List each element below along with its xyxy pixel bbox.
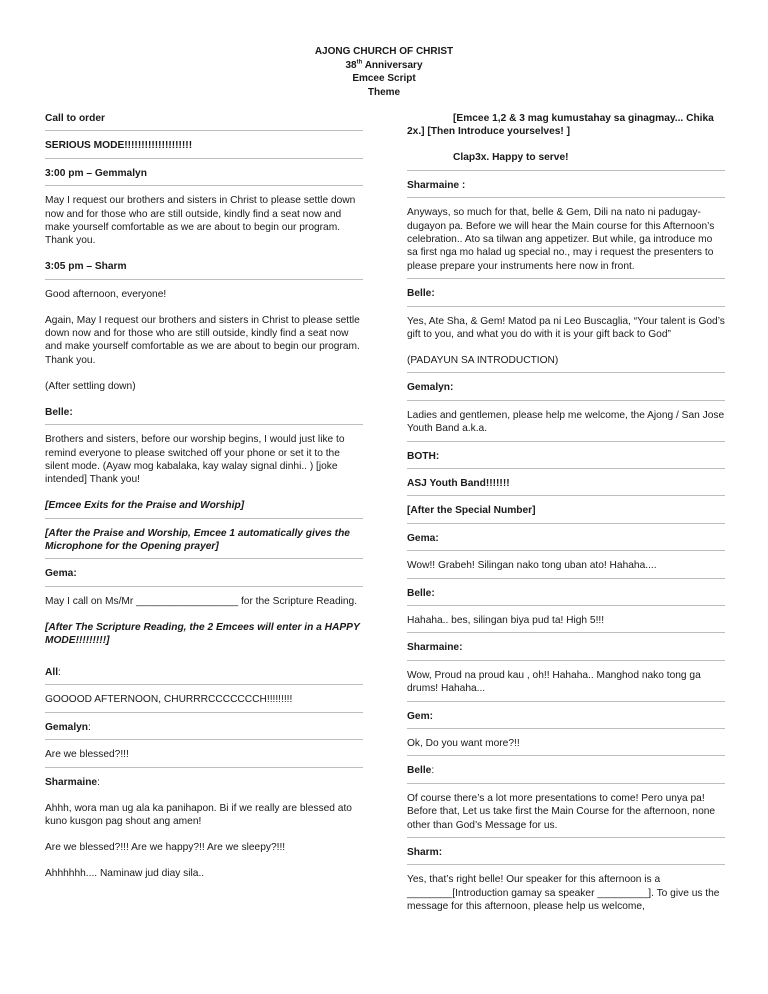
- request-paragraph-2: Again, May I request our brothers and sisters in Christ to please settle down now and for those who are still outside, kindly find a seat now and make yourself comfortable as we are about to begin our program. Thank you.: [45, 314, 360, 366]
- speaker-gemalyn-right: Gemalyn:: [407, 381, 725, 400]
- time-gemmalyn: 3:00 pm – Gemmalyn: [45, 167, 363, 186]
- anniversary-line: [0, 59, 768, 73]
- speaker-all-colon: :: [58, 667, 61, 679]
- time-sharm: 3:05 pm – Sharm: [45, 260, 363, 279]
- good-afternoon-shout: GOOOOD AFTERNOON, CHURRRCCCCCCCH!!!!!!!!!: [45, 693, 363, 712]
- after-settling: (After settling down): [45, 380, 136, 392]
- speaker-belle-right-2: Belle:: [407, 587, 725, 606]
- emcee-exits-note: [Emcee Exits for the Praise and Worship]: [45, 499, 363, 518]
- welcome-youth-band: Ladies and gentlemen, please help me welcome, the Ajong / San Jose Youth Band a.k.a.: [407, 409, 725, 442]
- serious-mode: SERIOUS MODE!!!!!!!!!!!!!!!!!!!!: [45, 139, 363, 158]
- speaker-intro-paragraph: Yes, that’s right belle! Our speaker for this afternoon is a ________[Introduction gamay sa speaker _________]. To give us the message for this afternoon, please help us welcome,: [407, 874, 720, 913]
- right-column: [407, 112, 725, 926]
- happy-mode-note: [After The Scripture Reading, the 2 Emcees will enter in a HAPPY MODE!!!!!!!!!]: [45, 621, 360, 647]
- talent-quote: Yes, Ate Sha, & Gem! Matod pa ni Leo Buscaglia, “Your talent is God’s gift to you, and what you do with it is your gift back to God”: [407, 315, 725, 340]
- speaker-belle-right: Belle:: [407, 287, 725, 306]
- speaker-belle-right-3: [407, 764, 725, 783]
- scripture-call: May I call on Ms/Mr __________________ for the Scripture Reading.: [45, 595, 358, 607]
- blessed-happy-sleepy: Are we blessed?!!! Are we happy?!! Are we sleepy?!!!: [45, 841, 286, 853]
- speaker-gemalyn-colon: :: [88, 721, 91, 733]
- speaker-sharm: Sharm:: [407, 846, 725, 865]
- left-column: [45, 112, 363, 893]
- speaker-all-label: All: [45, 667, 59, 679]
- emcee-kumustahay-note: [Emcee 1,2 & 3 mag kumustahay sa ginagmay... Chika 2x.] [Then Introduce yourselves! ]: [407, 113, 714, 138]
- speaker-gemalyn-label: Gemalyn: [45, 721, 89, 733]
- speaker-sharmaine: [45, 776, 363, 789]
- naminaw: Ahhhhhh.... Naminaw jud diay sila..: [45, 867, 205, 879]
- anniversary-suffix: th: [356, 59, 363, 66]
- speaker-sharmaine-right-2: Sharmaine:: [407, 641, 725, 660]
- greeting: Good afternoon, everyone!: [45, 288, 167, 300]
- asj-youth-band: ASJ Youth Band!!!!!!!: [407, 477, 725, 496]
- speaker-both: BOTH:: [407, 450, 725, 469]
- request-paragraph-1: May I request our brothers and sisters in Christ to please settle down now and for those who are still outside, kindly find a seat now and make yourself comfortable as we are about to begin our program. Thank you.: [45, 195, 356, 247]
- anniversary-number: 38: [345, 59, 357, 71]
- phone-reminder: Brothers and sisters, before our worship begins, I would just like to remind everyone to please switched off your phone or set it to the silent mode. (Ayaw mog kabalaka, kay walay signal dinhi.. ) [joke intended] Thank you!: [45, 434, 345, 486]
- document-header: [0, 45, 768, 99]
- speaker-gemalyn: [45, 721, 363, 740]
- want-more-line: Ok, Do you want more?!!: [407, 737, 725, 756]
- speaker-belle-colon: :: [431, 765, 435, 777]
- speaker-sharmaine-label: Sharmaine: [45, 776, 98, 788]
- grabeh-line: Wow!! Grabeh! Silingan nako tong uban ato! Hahaha....: [407, 559, 725, 578]
- church-name: AJONG CHURCH OF CHRIST: [314, 46, 454, 57]
- anniversary-word: Anniversary: [364, 59, 423, 71]
- speaker-sharmaine-colon: :: [97, 776, 100, 788]
- speaker-all: [45, 666, 363, 685]
- speaker-gema: Gema:: [45, 567, 363, 586]
- main-course-paragraph: Of course there’s a lot more presentations to come! Pero unya pa! Before that, Let us take first the Main Course for the afternoon, none other than God’s Message for us.: [407, 792, 725, 838]
- clap-happy-to-serve: Clap3x. Happy to serve!: [407, 151, 725, 170]
- speaker-belle-label: Belle: [407, 765, 432, 777]
- script-title: Emcee Script: [352, 73, 416, 85]
- after-special-number: [After the Special Number]: [407, 504, 725, 523]
- shout-amen: Ahhh, wora man ug ala ka panihapon. Bi if we really are blessed ato kuno kusgon pag shout ang amen!: [45, 802, 352, 827]
- speaker-belle: Belle:: [45, 406, 363, 425]
- speaker-gema-right: Gema:: [407, 532, 725, 551]
- theme-title: Theme: [367, 86, 401, 98]
- proud-line: Wow, Proud na proud kau , oh!! Hahaha.. Manghod nako tong ga drums! Hahaha...: [407, 669, 725, 702]
- speaker-gem: Gem:: [407, 710, 725, 729]
- high-five-line: Hahaha.. bes, silingan biya pud ta! High 5!!!: [407, 614, 725, 633]
- opening-prayer-note: [After the Praise and Worship, Emcee 1 automatically gives the Microphone for the Opening prayer]: [45, 527, 363, 560]
- call-to-order: Call to order: [45, 112, 363, 131]
- padayun-introduction: (PADAYUN SA INTRODUCTION): [407, 354, 725, 373]
- are-we-blessed: Are we blessed?!!!: [45, 748, 363, 767]
- appetizer-paragraph: Anyways, so much for that, belle & Gem, Dili na nato ni padugay-dugayon pa. Before we will hear the Main course for this Afternoon’s celebration.. Ato sa tilwan ang appetizer. But while, ga introduce mo sa first nga mo halad ug special no., may i request the presenters to please prepare your instruments here now in front.: [407, 206, 725, 279]
- speaker-sharmaine-right: Sharmaine :: [407, 179, 725, 198]
